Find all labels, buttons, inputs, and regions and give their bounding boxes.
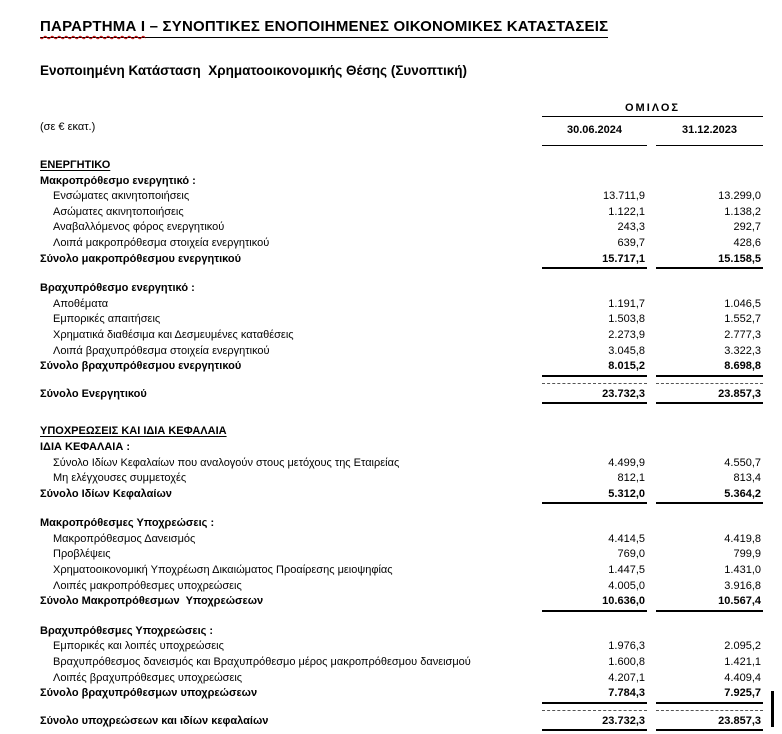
spacer-row — [40, 269, 763, 281]
row-label: Λοιπά μακροπρόθεσμα στοιχεία ενεργητικού — [53, 236, 270, 249]
table-row — [40, 516, 763, 532]
value-31-12-2023: 13.299,0 — [718, 190, 761, 203]
table-row — [40, 281, 763, 297]
table-row — [40, 424, 763, 440]
row-label: Βραχυπρόθεσμος δανεισμός και Βραχυπρόθεσμο μέρος μακροπρόθεσμου δανεισμού — [53, 656, 471, 669]
table-row — [40, 359, 763, 377]
value-30-06-2024: 4.414,5 — [608, 532, 645, 545]
table-row — [40, 440, 763, 456]
row-label: Βραχυπρόθεσμες Υποχρεώσεις : — [40, 624, 214, 637]
value-31-12-2023: 2.777,3 — [724, 328, 761, 341]
revision-bar — [771, 691, 774, 727]
table-row — [40, 252, 763, 270]
value-31-12-2023: 15.158,5 — [656, 252, 763, 270]
value-31-12-2023: 813,4 — [733, 472, 761, 485]
value-31-12-2023: 3.916,8 — [724, 579, 761, 592]
row-label: Μακροπρόθεσμος Δανεισμός — [53, 532, 196, 545]
value-31-12-2023: 5.364,2 — [656, 487, 763, 505]
value-31-12-2023: 1.431,0 — [724, 564, 761, 577]
table-row — [40, 686, 763, 704]
table-row — [40, 328, 763, 344]
table-row — [40, 532, 763, 548]
value-31-12-2023: 1.046,5 — [724, 297, 761, 310]
row-label: Χρηματικά διαθέσιμα και Δεσμευμένες καταθέσεις — [53, 328, 294, 341]
value-30-06-2024: 8.015,2 — [542, 359, 647, 377]
value-31-12-2023: 428,6 — [733, 236, 761, 249]
table-row — [40, 579, 763, 595]
row-label: Σύνολο βραχυπρόθεσμου ενεργητικού — [40, 360, 242, 373]
row-label: Σύνολο Μακροπρόθεσμων Υποχρεώσεων — [40, 595, 264, 608]
statement-table-body — [40, 158, 763, 731]
spacer-row — [40, 504, 763, 516]
column-header-31-12-2023: 31.12.2023 — [656, 124, 763, 146]
value-30-06-2024: 1.122,1 — [608, 205, 645, 218]
row-label: Αποθέματα — [53, 297, 109, 310]
value-30-06-2024: 3.045,8 — [608, 344, 645, 357]
row-label: Σύνολο υποχρεώσεων και ιδίων κεφαλαίων — [40, 714, 269, 727]
row-label: Προβλέψεις — [53, 548, 111, 561]
table-row — [40, 189, 763, 205]
value-31-12-2023: 1.421,1 — [724, 656, 761, 669]
row-label: Σύνολο μακροπρόθεσμου ενεργητικού — [40, 252, 242, 265]
row-label: Ενσώματες ακινητοποιήσεις — [53, 190, 190, 203]
unit-note: (σε € εκατ.) — [40, 121, 96, 133]
value-31-12-2023: 7.925,7 — [656, 686, 763, 704]
appendix-title — [40, 18, 763, 38]
value-30-06-2024: 13.711,9 — [602, 190, 645, 203]
table-row — [40, 624, 763, 640]
group-column-header: ΟΜΙΛΟΣ — [542, 102, 763, 117]
row-label: Μακροπρόθεσμες Υποχρεώσεις : — [40, 517, 215, 530]
value-30-06-2024: 1.447,5 — [608, 564, 645, 577]
value-30-06-2024: 2.273,9 — [608, 328, 645, 341]
row-label: Λοιπά βραχυπρόθεσμα στοιχεία ενεργητικού — [53, 344, 270, 357]
value-30-06-2024: 769,0 — [617, 548, 645, 561]
table-row — [40, 655, 763, 671]
value-31-12-2023: 10.567,4 — [656, 594, 763, 612]
table-row — [40, 710, 763, 732]
value-31-12-2023: 23.857,3 — [656, 383, 763, 405]
spacer-row — [40, 612, 763, 624]
table-row — [40, 547, 763, 563]
table-row — [40, 456, 763, 472]
value-31-12-2023: 292,7 — [733, 221, 761, 234]
table-row — [40, 383, 763, 405]
column-header-30-06-2024: 30.06.2024 — [542, 124, 647, 146]
row-label: ΕΝΕΡΓΗΤΙΚΟ — [40, 159, 111, 171]
row-label: Βραχυπρόθεσμο ενεργητικό : — [40, 282, 195, 295]
appendix-title-rest: – ΣΥΝΟΠΤΙΚΕΣ ΕΝΟΠΟΙΗΜΕΝΕΣ ΟΙΚΟΝΟΜΙΚΕΣ ΚΑΤΑΣΤΑΣΕΙΣ — [145, 18, 609, 35]
value-31-12-2023: 2.095,2 — [724, 640, 761, 653]
spellchecked-text: ΠΑΡΑΡΤΗΜΑ Ι — [40, 18, 146, 35]
value-30-06-2024: 4.207,1 — [608, 671, 645, 684]
spacer-row — [40, 404, 763, 424]
value-30-06-2024: 7.784,3 — [542, 686, 647, 704]
table-row — [40, 205, 763, 221]
table-row — [40, 563, 763, 579]
spacer-row — [40, 704, 763, 709]
value-30-06-2024: 10.636,0 — [542, 594, 647, 612]
value-30-06-2024: 23.732,3 — [542, 383, 647, 405]
value-30-06-2024: 23.732,3 — [542, 710, 647, 732]
row-label: Μακροπρόθεσμο ενεργητικό : — [40, 174, 196, 187]
statement-subtitle: Ενοποιημένη Κατάσταση Χρηματοοικονομικής Θέσης (Συνοπτική) — [40, 63, 468, 78]
row-label: ΙΔΙΑ ΚΕΦΑΛΑΙΑ : — [40, 440, 130, 453]
table-row — [40, 471, 763, 487]
value-30-06-2024: 812,1 — [617, 472, 645, 485]
value-30-06-2024: 1.191,7 — [608, 297, 645, 310]
table-row — [40, 236, 763, 252]
value-31-12-2023: 23.857,3 — [656, 710, 763, 732]
table-row — [40, 312, 763, 328]
value-30-06-2024: 1.503,8 — [608, 313, 645, 326]
value-30-06-2024: 5.312,0 — [542, 487, 647, 505]
row-label: Αναβαλλόμενος φόρος ενεργητικού — [53, 221, 225, 234]
table-header — [40, 102, 763, 146]
row-label: Εμπορικές και λοιπές υποχρεώσεις — [53, 640, 224, 653]
row-label: Εμπορικές απαιτήσεις — [53, 313, 161, 326]
value-30-06-2024: 1.600,8 — [608, 656, 645, 669]
row-label: Λοιπές μακροπρόθεσμες υποχρεώσεις — [53, 579, 242, 592]
table-row — [40, 594, 763, 612]
value-31-12-2023: 4.409,4 — [724, 671, 761, 684]
row-label: ΥΠΟΧΡΕΩΣΕΙΣ ΚΑΙ ΙΔΙΑ ΚΕΦΑΛΑΙΑ — [40, 425, 227, 438]
date-column-headers — [542, 124, 763, 146]
table-row — [40, 639, 763, 655]
value-31-12-2023: 799,9 — [733, 548, 761, 561]
table-row — [40, 344, 763, 360]
table-row — [40, 158, 763, 174]
table-row — [40, 174, 763, 190]
appendix-title-text — [40, 18, 608, 38]
value-30-06-2024: 4.499,9 — [608, 456, 645, 469]
value-31-12-2023: 8.698,8 — [656, 359, 763, 377]
value-30-06-2024: 4.005,0 — [608, 579, 645, 592]
row-label: Σύνολο Ενεργητικού — [40, 387, 147, 400]
value-31-12-2023: 4.419,8 — [724, 532, 761, 545]
row-label: Σύνολο Ιδίων Κεφαλαίων που αναλογούν στους μετόχους της Εταιρείας — [53, 456, 400, 469]
row-label: Χρηματοοικονομική Υποχρέωση Δικαιώματος Προαίρεσης μειοψηφίας — [53, 564, 393, 577]
value-31-12-2023: 1.552,7 — [724, 313, 761, 326]
value-30-06-2024: 1.976,3 — [608, 640, 645, 653]
table-row — [40, 671, 763, 687]
group-column-block — [542, 102, 763, 146]
spacer-row — [40, 377, 763, 382]
row-label: Σύνολο Ιδίων Κεφαλαίων — [40, 487, 172, 500]
table-row — [40, 220, 763, 236]
row-label: Ασώματες ακινητοποιήσεις — [53, 205, 184, 218]
row-label: Λοιπές βραχυπρόθεσμες υποχρεώσεις — [53, 671, 243, 684]
table-row — [40, 297, 763, 313]
row-label: Σύνολο βραχυπρόθεσμων υποχρεώσεων — [40, 687, 258, 700]
value-30-06-2024: 243,3 — [617, 221, 645, 234]
table-row — [40, 487, 763, 505]
row-label: Μη ελέγχουσες συμμετοχές — [53, 472, 187, 485]
value-31-12-2023: 3.322,3 — [724, 344, 761, 357]
value-30-06-2024: 639,7 — [617, 236, 645, 249]
value-31-12-2023: 1.138,2 — [724, 205, 761, 218]
value-31-12-2023: 4.550,7 — [724, 456, 761, 469]
value-30-06-2024: 15.717,1 — [542, 252, 647, 270]
